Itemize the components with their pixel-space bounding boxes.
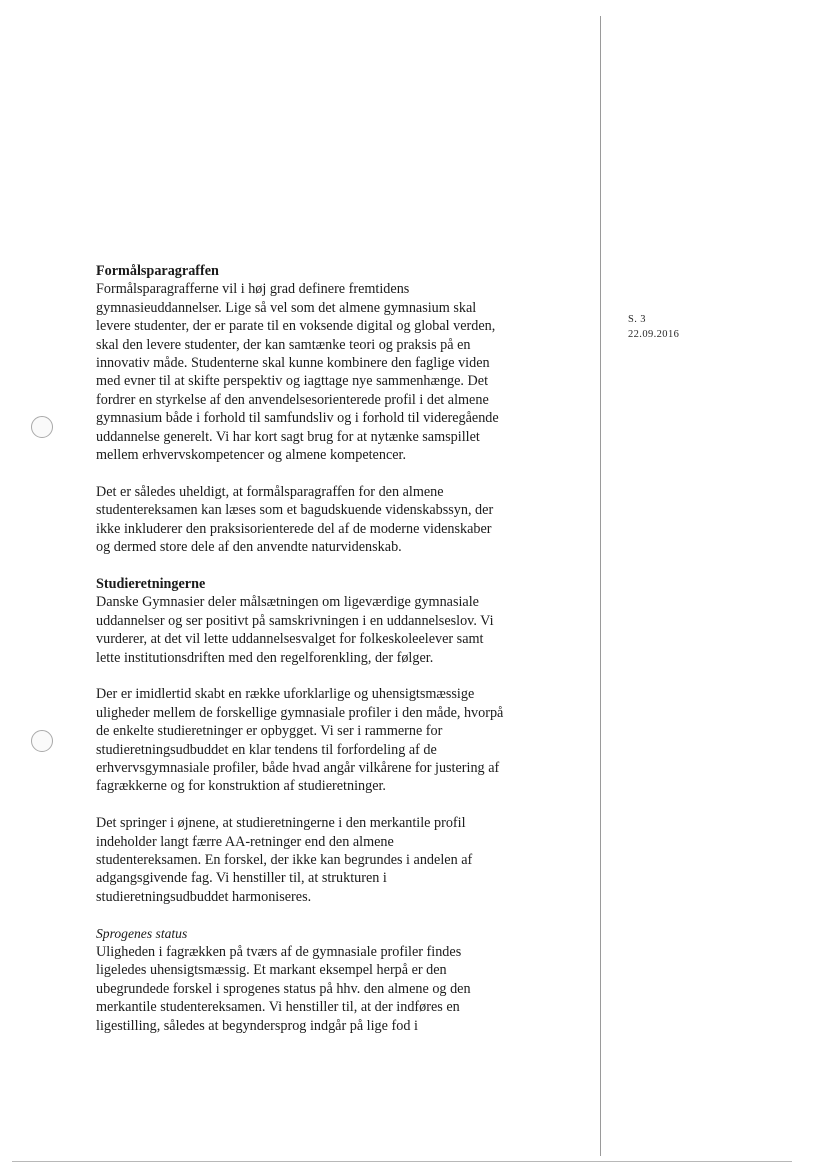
bottom-edge-line bbox=[12, 1161, 792, 1162]
text-line: Det springer i øjnene, at studieretningerne i den merkantile profil bbox=[96, 815, 466, 832]
text-line: innovativ måde. Studenterne skal kunne kombinere den faglige viden bbox=[96, 355, 490, 372]
paragraph bbox=[96, 593, 586, 667]
punch-hole-icon bbox=[31, 730, 53, 752]
section-heading-formaalsparagraffen: Formålsparagraffen bbox=[96, 263, 219, 279]
text-line: mellem erhvervskompetencer og almene kompetencer. bbox=[96, 447, 407, 464]
text-line: Danske Gymnasier deler målsætningen om ligeværdige gymnasiale bbox=[96, 594, 479, 611]
text-line: studentereksamen. En forskel, der ikke kan begrundes i andelen af bbox=[96, 851, 473, 868]
paragraph bbox=[96, 814, 586, 906]
margin-divider-line bbox=[600, 16, 601, 1156]
paragraph bbox=[96, 685, 586, 795]
text-line: ligestilling, således at begyndersprog indgår på lige fod i bbox=[96, 1017, 418, 1034]
text-line: uddannelser og ser positivt på samskrivningen i en uddannelseslov. Vi bbox=[96, 612, 494, 629]
text-line: adgangsgivende fag. Vi henstiller til, at strukturen i bbox=[96, 870, 387, 887]
text-line: og dermed store dele af den anvendte naturvidenskab. bbox=[96, 539, 402, 556]
text-line: merkantile studentereksamen. Vi henstiller til, at der indføres en bbox=[96, 999, 460, 1016]
paragraph bbox=[96, 483, 586, 557]
text-line: ubegrundede forskel i sprogenes status på hhv. den almene og den bbox=[96, 980, 471, 997]
section-heading-studieretningerne: Studieretningerne bbox=[96, 575, 206, 592]
text-line: ligeledes uhensigtsmæssig. Et markant eksempel herpå er den bbox=[96, 962, 447, 979]
text-line: gymnasium både i forhold til samfundsliv og i forhold til videregående bbox=[96, 410, 499, 427]
text-line: Det er således uheldigt, at formålsparagraffen for den almene bbox=[96, 483, 444, 500]
text-line: de enkelte studieretninger er opbygget. Vi ser i rammerne for bbox=[96, 723, 443, 740]
text-line: vurderer, at det vil lette uddannelsesvalget for folkeskoleelever samt bbox=[96, 631, 484, 648]
text-line: studieretningsudbuddet harmoniseres. bbox=[96, 888, 312, 905]
text-line: lette institutionsdriften med den regelforenkling, der følger. bbox=[96, 649, 434, 666]
paragraph bbox=[96, 280, 586, 464]
section-subheading-sprogenes-status: Sprogenes status bbox=[96, 925, 188, 941]
text-line: erhvervsgymnasiale profiler, både hvad angår vilkårene for justering af bbox=[96, 759, 500, 776]
text-line: fordrer en styrkelse af den anvendelsesorienterede profil i det almene bbox=[96, 391, 489, 408]
text-line: med evner til at skifte perspektiv og iagttage nye sammenhænge. Det bbox=[96, 373, 489, 390]
text-line: studieretningsudbuddet en klar tendens til forfordeling af de bbox=[96, 741, 437, 758]
text-line: Formålsparagrafferne vil i høj grad definere fremtidens bbox=[96, 281, 410, 298]
text-line: Der er imidlertid skabt en række uforklarlige og uhensigtsmæssige bbox=[96, 686, 475, 703]
margin-meta bbox=[628, 313, 679, 342]
text-line: gymnasieuddannelser. Lige så vel som det almene gymnasium skal bbox=[96, 299, 477, 316]
text-line: indeholder langt færre AA-retninger end den almene bbox=[96, 833, 394, 850]
document-date: 22.09.2016 bbox=[628, 328, 680, 340]
text-line: Uligheden i fagrækken på tværs af de gymnasiale profiler findes bbox=[96, 943, 462, 960]
text-line: levere studenter, der er parate til en voksende digital og global verden, bbox=[96, 318, 496, 335]
text-line: uddannelse generelt. Vi har kort sagt brug for at nytænke samspillet bbox=[96, 428, 480, 445]
punch-hole-icon bbox=[31, 416, 53, 438]
text-line: fagrækkerne og for konstruktion af studieretninger. bbox=[96, 778, 386, 795]
text-line: studentereksamen kan læses som et bagudskuende videnskabssyn, der bbox=[96, 502, 494, 519]
document-body bbox=[96, 262, 586, 1035]
page-number-label: S. 3 bbox=[628, 314, 646, 325]
text-line: ikke inkluderer den praksisorienterede del af de moderne videnskaber bbox=[96, 520, 492, 537]
text-line: skal den levere studenter, der kan samtænke teori og praksis på en bbox=[96, 336, 471, 353]
paragraph bbox=[96, 943, 586, 1035]
text-line: uligheder mellem de forskellige gymnasiale profiler i den måde, hvorpå bbox=[96, 704, 504, 721]
